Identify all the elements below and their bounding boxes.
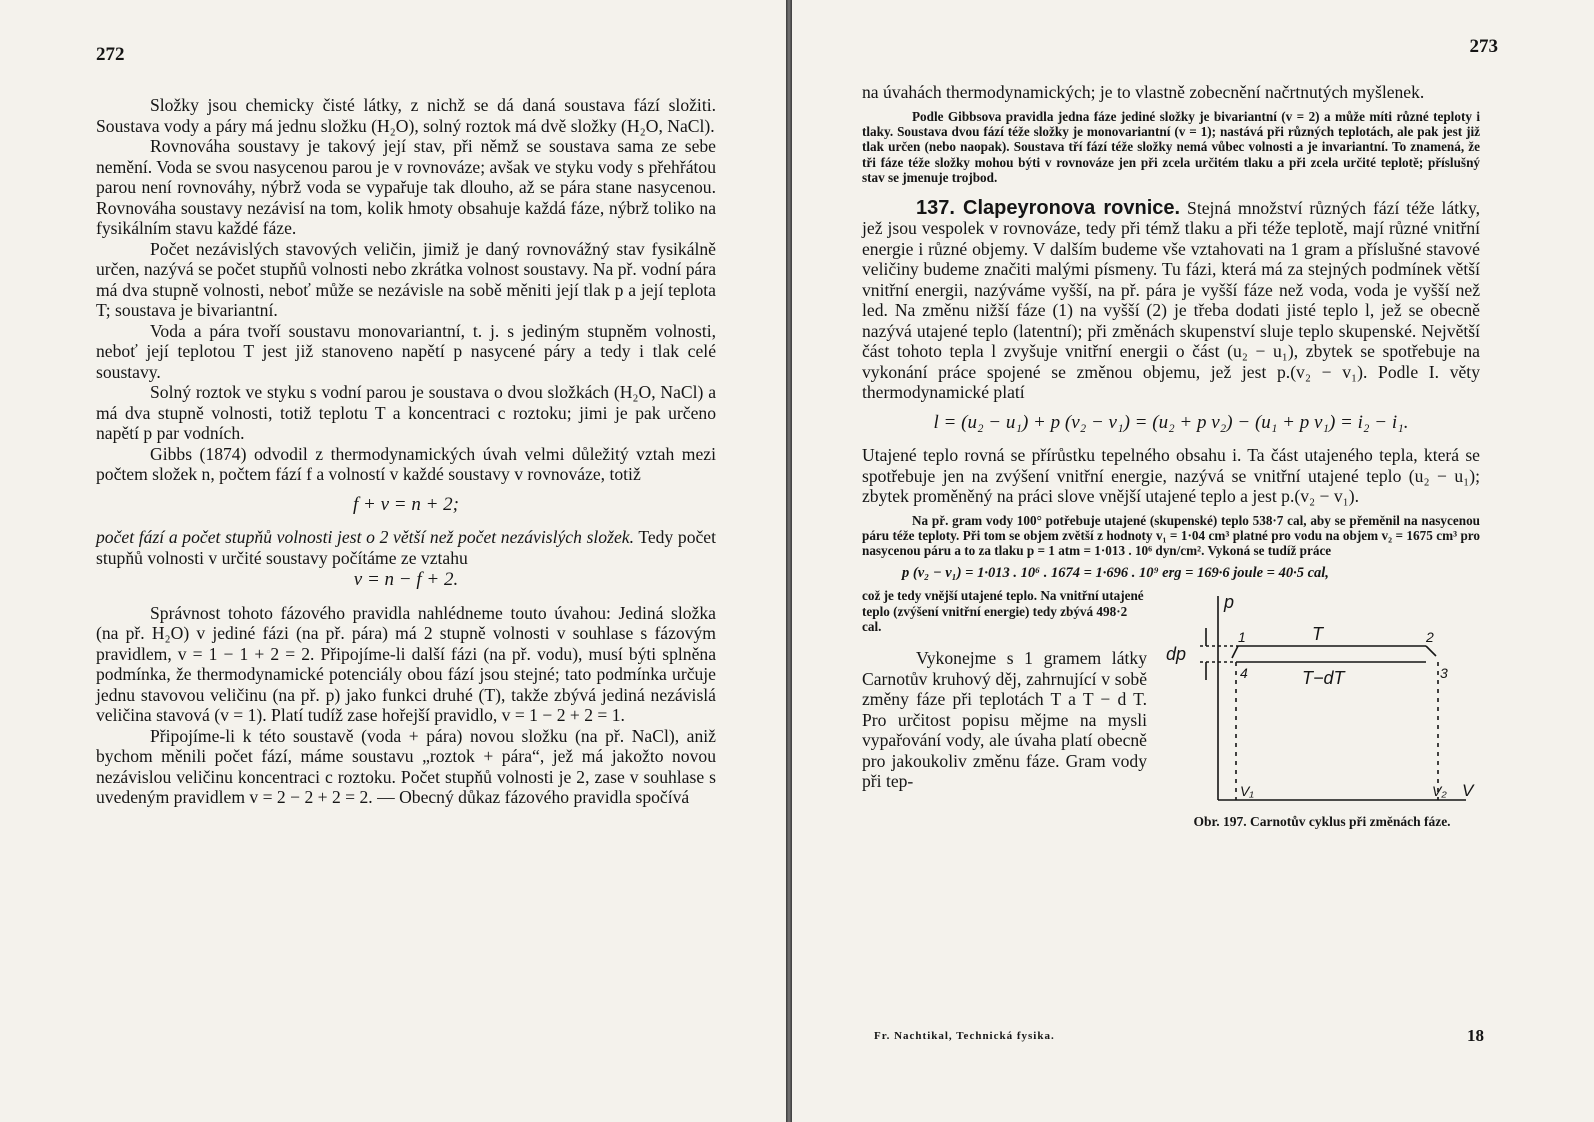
small-paragraph: Na př. gram vody 100° potřebuje utajené (skupenské) teplo 538·7 cal, aby se přeměnil na nasycenou páru téže teploty. Při tom se objem zvětší z hodnoty v₁ = 1·04 cm³ platné pro vodu na objem v₂ = 1675 cm³ pro nasycenou páru a to za tlaku p = 1 atm = 1·013 . 10⁶ dyn/cm². Vykoná se tudíž práce [862,512,1480,559]
corner-label: 1 [1238,629,1246,646]
v1-label: V₁ [1240,783,1254,800]
small-print-block [862,109,1480,186]
figure-section [862,588,1480,856]
paragraph: Voda a pára tvoří soustavu monovariantní, t. j. s jediným stupněm volnosti, neboť její teplotou T jest již stanoveno napětí p nasycené páry a tedy i tlak celé soustavy. [96,320,716,382]
small-formula: p (v₂ − v₁) = 1·013 . 10⁶ . 1674 = 1·696 . 10⁹ erg = 169·6 joule = 40·5 cal, [902,564,1329,581]
formula: l = (u₂ − u₁) + p (v₂ − v₁) = (u₂ + p v₂) − (u₁ + p v₁) = i₂ − i₁. [933,411,1409,433]
section-heading: 137. Clapeyronova rovnice. [916,196,1181,219]
small-print-block [862,513,1480,582]
section-text: Stejná množství různých fází téže látky, jež jsou vespolek v rovnováze, tedy při témž tlaku a při téže teplotě, mají různé vnitřní energie i různé objemy. V dalším budeme vše vztahovati na 1 gram a příslušné stavové veličiny budeme značiti malými písmeny. Tu fázi, která má za stejných podmínek větší vnitřní energii, nazýváme vyšší, na př. pára je vyšší fáze než voda, voda je vyšší než led. Na změnu nižší fáze (1) na vyšší (2) je třeba dodati jisté teplo l, jež se obecně nazývá utajené teplo (latentní); při změnách skupenství sluje teplo skupenské. Největší část tohoto tepla l zvyšuje vnitřní energii o část (u₂ − u₁), zbytek se spotřebuje na vykonání práce spojené se změnou objemu, jež jest p.(v₂ − v₁). Podle I. věty thermodynamické platí [862,197,1480,403]
v2-label: V₂ [1432,783,1447,800]
left-page-text [96,95,716,808]
paragraph: Připojíme-li k této soustavě (voda + pára) novou složku (na př. NaCl), aniž bychom měnili počet fází, máme soustavu „roztok + pára“, jež má jakožto novou nezávislou veličinu koncentraci c roztoku. Počet stupňů volnosti je 2, zase v souhlase s uvedeným pravidlem v = 2 − 2 + 2 = 2. — Obecný důkaz fázového pravidla spočívá [96,725,716,807]
paragraph: Vykonejme s 1 gramem látky Carnotův kruhový děj, zahrnující v sobě změny fáze při teplotách T a T − d T. Pro určitost popisu mějme na mysli vypařování vody, ale úvaha platí obecně pro jakoukoliv změnu fáze. Gram vody při tep- [862,648,1147,792]
paragraph: Počet nezávislých stavových veličin, jimiž je daný rovnovážný stav fysikálně určen, nazývá se počet stupňů volnosti nebo zkrátka volnost soustavy. Na př. vodní pára má dva stupně volnosti, neboť může se nezávisle na sobě měniti její tlak p a její teplota T; soustava je bivariantní. [96,238,716,320]
paragraph: Správnost tohoto fázového pravidla nahlédneme touto úvahou: Jediná složka (na př. H₂O) v jediné fázi (na př. pára) má 2 stupně volnosti v souhlase s fázovým pravidlem, v = 1 − 1 + 2 = 2. Připojíme-li další fázi (na př. vodu), musí býti splněna podmínka, že thermodynamické potenciály obou fází jsou stejné; tato podmínka určuje jednu stavovou veličinu (na př. p) jako funkci druhé (T), takže zbývá jediná nezávislá veličina stavová (v = 1). Platí tudíž zase hořejší pravidlo, v = 1 − 2 + 2 = 1. [96,602,716,725]
left-page [0,0,786,1122]
signature-number: 18 [1467,1026,1484,1045]
paragraph [96,527,716,568]
small-paragraph: Podle Gibbsova pravidla jedna fáze jediné složky je bivariantní (v = 2) a může míti různé teploty i tlaky. Soustava dvou fází téže složky je monovariantní (v = 1); nastává při různých teplotách, ale pak jest již tlak určen (nebo naopak). Soustava tří fází téže složky nemá vůbec volnosti a je invariantní. To znamená, že tři fáze téže složky mohou býti v rovnováze jen při zcela určitém tlaku a při zcela určité teplotě; příslušný stav se jmenuje trojbod. [862,108,1480,186]
page-number: 273 [1469,36,1498,57]
label-dp: dp [1166,644,1187,665]
section-paragraph [862,198,1480,403]
paragraph-continuation: Tedy počet stupňů volnosti v určité soustavy počítáme ze vztahu [96,527,716,568]
paragraph: Gibbs (1874) odvodil z thermodynamických úvah velmi důležitý vztah mezi počtem složek n, počtem fází f a volností v každé soustavy v rovnováze, totiž [96,443,716,484]
corner-label: 4 [1240,665,1248,682]
paragraph: Utajené teplo rovná se přírůstku tepelného obsahu i. Ta část utajeného tepla, která se spotřebuje jen na zvýšení vnitřní energie, nazývá se vnitřní utajené teplo (u₂ − u₁); zbytek proměněný na práci slove vnější utajené teplo a jest p.(v₂ − v₁). [862,445,1480,507]
figure-caption: Obr. 197. Carnotův cyklus při změnách fáze. [1193,814,1451,830]
right-page [792,0,1594,1122]
paragraph: Rovnováha soustavy je takový její stav, při němž se soustava sama ze sebe nemění. Voda se svou nasycenou parou je v rovnováze; avšak ve styku vody s přehřátou parou není rovnováhy, nýbrž voda se vypařuje tak dlouho, až se pára stane nasycenou. Rovnováha soustavy nezávisí na tom, kolik hmoty obsahuje každá fáze, nýbrž toliko na fysikálním stavu každé fáze. [96,136,716,238]
small-print-block [862,588,1147,634]
corner-label: 2 [1426,629,1434,646]
paragraph: Složky jsou chemicky čisté látky, z nichž se dá daná soustava fází složiti. Soustava vody a páry má jednu složku (H₂O), solný roztok má dvě složky (H₂O, NaCl). [96,95,716,136]
adiabat-4-1 [1232,646,1238,658]
italic-statement: počet fází a počet stupňů volnosti jest o 2 větší než počet nezávislých složek. [96,527,634,547]
small-paragraph: což je tedy vnější utajené teplo. Na vnitřní utajené teplo (zvýšení vnitřní energie) tedy zbývá 498·2 cal. [862,588,1144,634]
axis-label-v: V [1462,781,1474,801]
formula: v = n − f + 2. [353,569,459,590]
paragraph: na úvahách thermodynamických; je to vlastně zobecnění načrtnutých myšlenek. [862,82,1425,102]
label-T-dT: T−dT [1302,668,1345,689]
corner-label: 3 [1440,665,1448,682]
page-number: 272 [96,44,125,65]
adiabat-2-3 [1426,646,1436,656]
paragraph: Solný roztok ve styku s vodní parou je soustava o dvou složkách (H₂O, NaCl) a má dva stupně volnosti, totiž teplotu T a koncentraci c roztoku; jimi je pak určeno napětí p par vodních. [96,382,716,443]
figure-side-text [862,588,1147,792]
label-T: T [1312,624,1323,645]
axis-label-p: p [1224,592,1235,613]
right-page-text [862,82,1480,856]
footer-author: Fr. Nachtikal, Technická fysika. [874,1030,1055,1042]
formula: f + v = n + 2; [352,493,459,515]
